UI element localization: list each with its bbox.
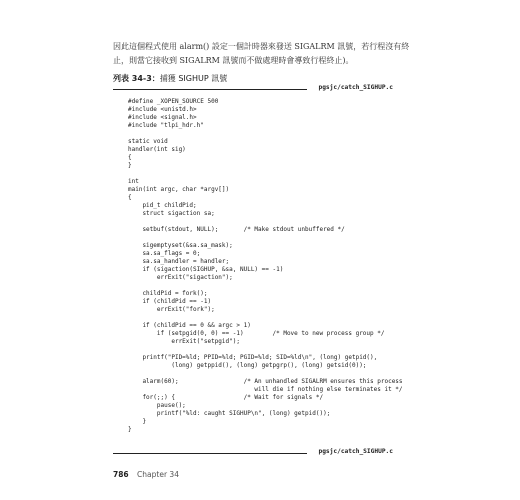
code-line: if (childPid == 0 && argc > 1) (128, 322, 251, 329)
code-line: (long) getppid(), (long) getpgrp(), (long) getsid(0)); (128, 362, 367, 369)
code-line: sa.sa_handler = handler; (128, 258, 230, 265)
chapter-label: Chapter 34 (137, 470, 179, 479)
code-line: sa.sa_flags = 0; (128, 250, 201, 257)
code-line: errExit("fork"); (128, 306, 215, 313)
code-listing (128, 98, 403, 434)
code-line: } (128, 418, 147, 425)
code-line (128, 234, 403, 242)
code-line: setbuf(stdout, NULL); /* Make stdout unbuffered */ (128, 226, 345, 233)
listing-footer-rule (113, 447, 393, 457)
code-line: #include <unistd.h> (128, 106, 197, 113)
code-line: #define _XOPEN_SOURCE 500 (128, 98, 219, 105)
code-line: pid_t childPid; (128, 202, 197, 209)
code-line (128, 170, 403, 178)
code-line: for(;;) { /* Wait for signals */ (128, 394, 324, 401)
code-line: static void (128, 138, 168, 145)
listing-filename: pgsjc/catch_SIGHUP.c (318, 84, 393, 91)
code-line: handler(int sig) (128, 146, 186, 153)
code-line (128, 282, 403, 290)
code-line (128, 130, 403, 138)
code-line (128, 370, 403, 378)
intro-line: 止，則當它接收到 SIGALRM 訊號而不做處理時會導致行程終止)。 (113, 56, 354, 65)
intro-line: 因此這個程式使用 alarm() 設定一個計時器來發送 SIGALRM 訊號，若行程沒有終 (113, 42, 410, 51)
code-line: { (128, 154, 132, 161)
code-line: printf("%ld: caught SIGHUP\n", (long) getpid()); (128, 410, 331, 417)
code-line: pause(); (128, 402, 186, 409)
code-line (128, 346, 403, 354)
code-line: #include <signal.h> (128, 114, 197, 121)
code-line: printf("PID=%ld; PPID=%ld; PGID=%ld; SID=%ld\n", (long) getpid(), (128, 354, 378, 361)
code-line: will die if nothing else terminates it */ (128, 386, 403, 393)
code-line: if (setpgid(0, 0) == -1) /* Move to new process group */ (128, 330, 385, 337)
listing-title: 捕獲 SIGHUP 訊號 (159, 74, 228, 83)
divider-line (113, 89, 307, 90)
divider-line (113, 453, 307, 454)
code-line (128, 218, 403, 226)
code-line: struct sigaction sa; (128, 210, 215, 217)
code-line: childPid = fork(); (128, 290, 208, 297)
code-line: main(int argc, char *argv[]) (128, 186, 230, 193)
listing-header-rule (113, 83, 393, 93)
code-line: errExit("setpgid"); (128, 338, 240, 345)
listing-number: 列表 34-3： (113, 74, 160, 83)
listing-filename: pgsjc/catch_SIGHUP.c (318, 448, 393, 455)
code-line (128, 314, 403, 322)
code-line: errExit("sigaction"); (128, 274, 233, 281)
code-line: } (128, 426, 132, 433)
code-line: { (128, 194, 132, 201)
code-line: if (sigaction(SIGHUP, &sa, NULL) == -1) (128, 266, 284, 273)
code-line: sigemptyset(&sa.sa_mask); (128, 242, 233, 249)
code-line: } (128, 162, 132, 169)
intro-paragraph (113, 40, 413, 68)
code-line: alarm(60); /* An unhandled SIGALRM ensures this process (128, 378, 403, 385)
code-line: #include "tlpi_hdr.h" (128, 122, 204, 129)
page-number: 786 (113, 470, 129, 479)
page-footer (113, 470, 179, 479)
code-line: int (128, 178, 139, 185)
code-line: if (childPid == -1) (128, 298, 212, 305)
